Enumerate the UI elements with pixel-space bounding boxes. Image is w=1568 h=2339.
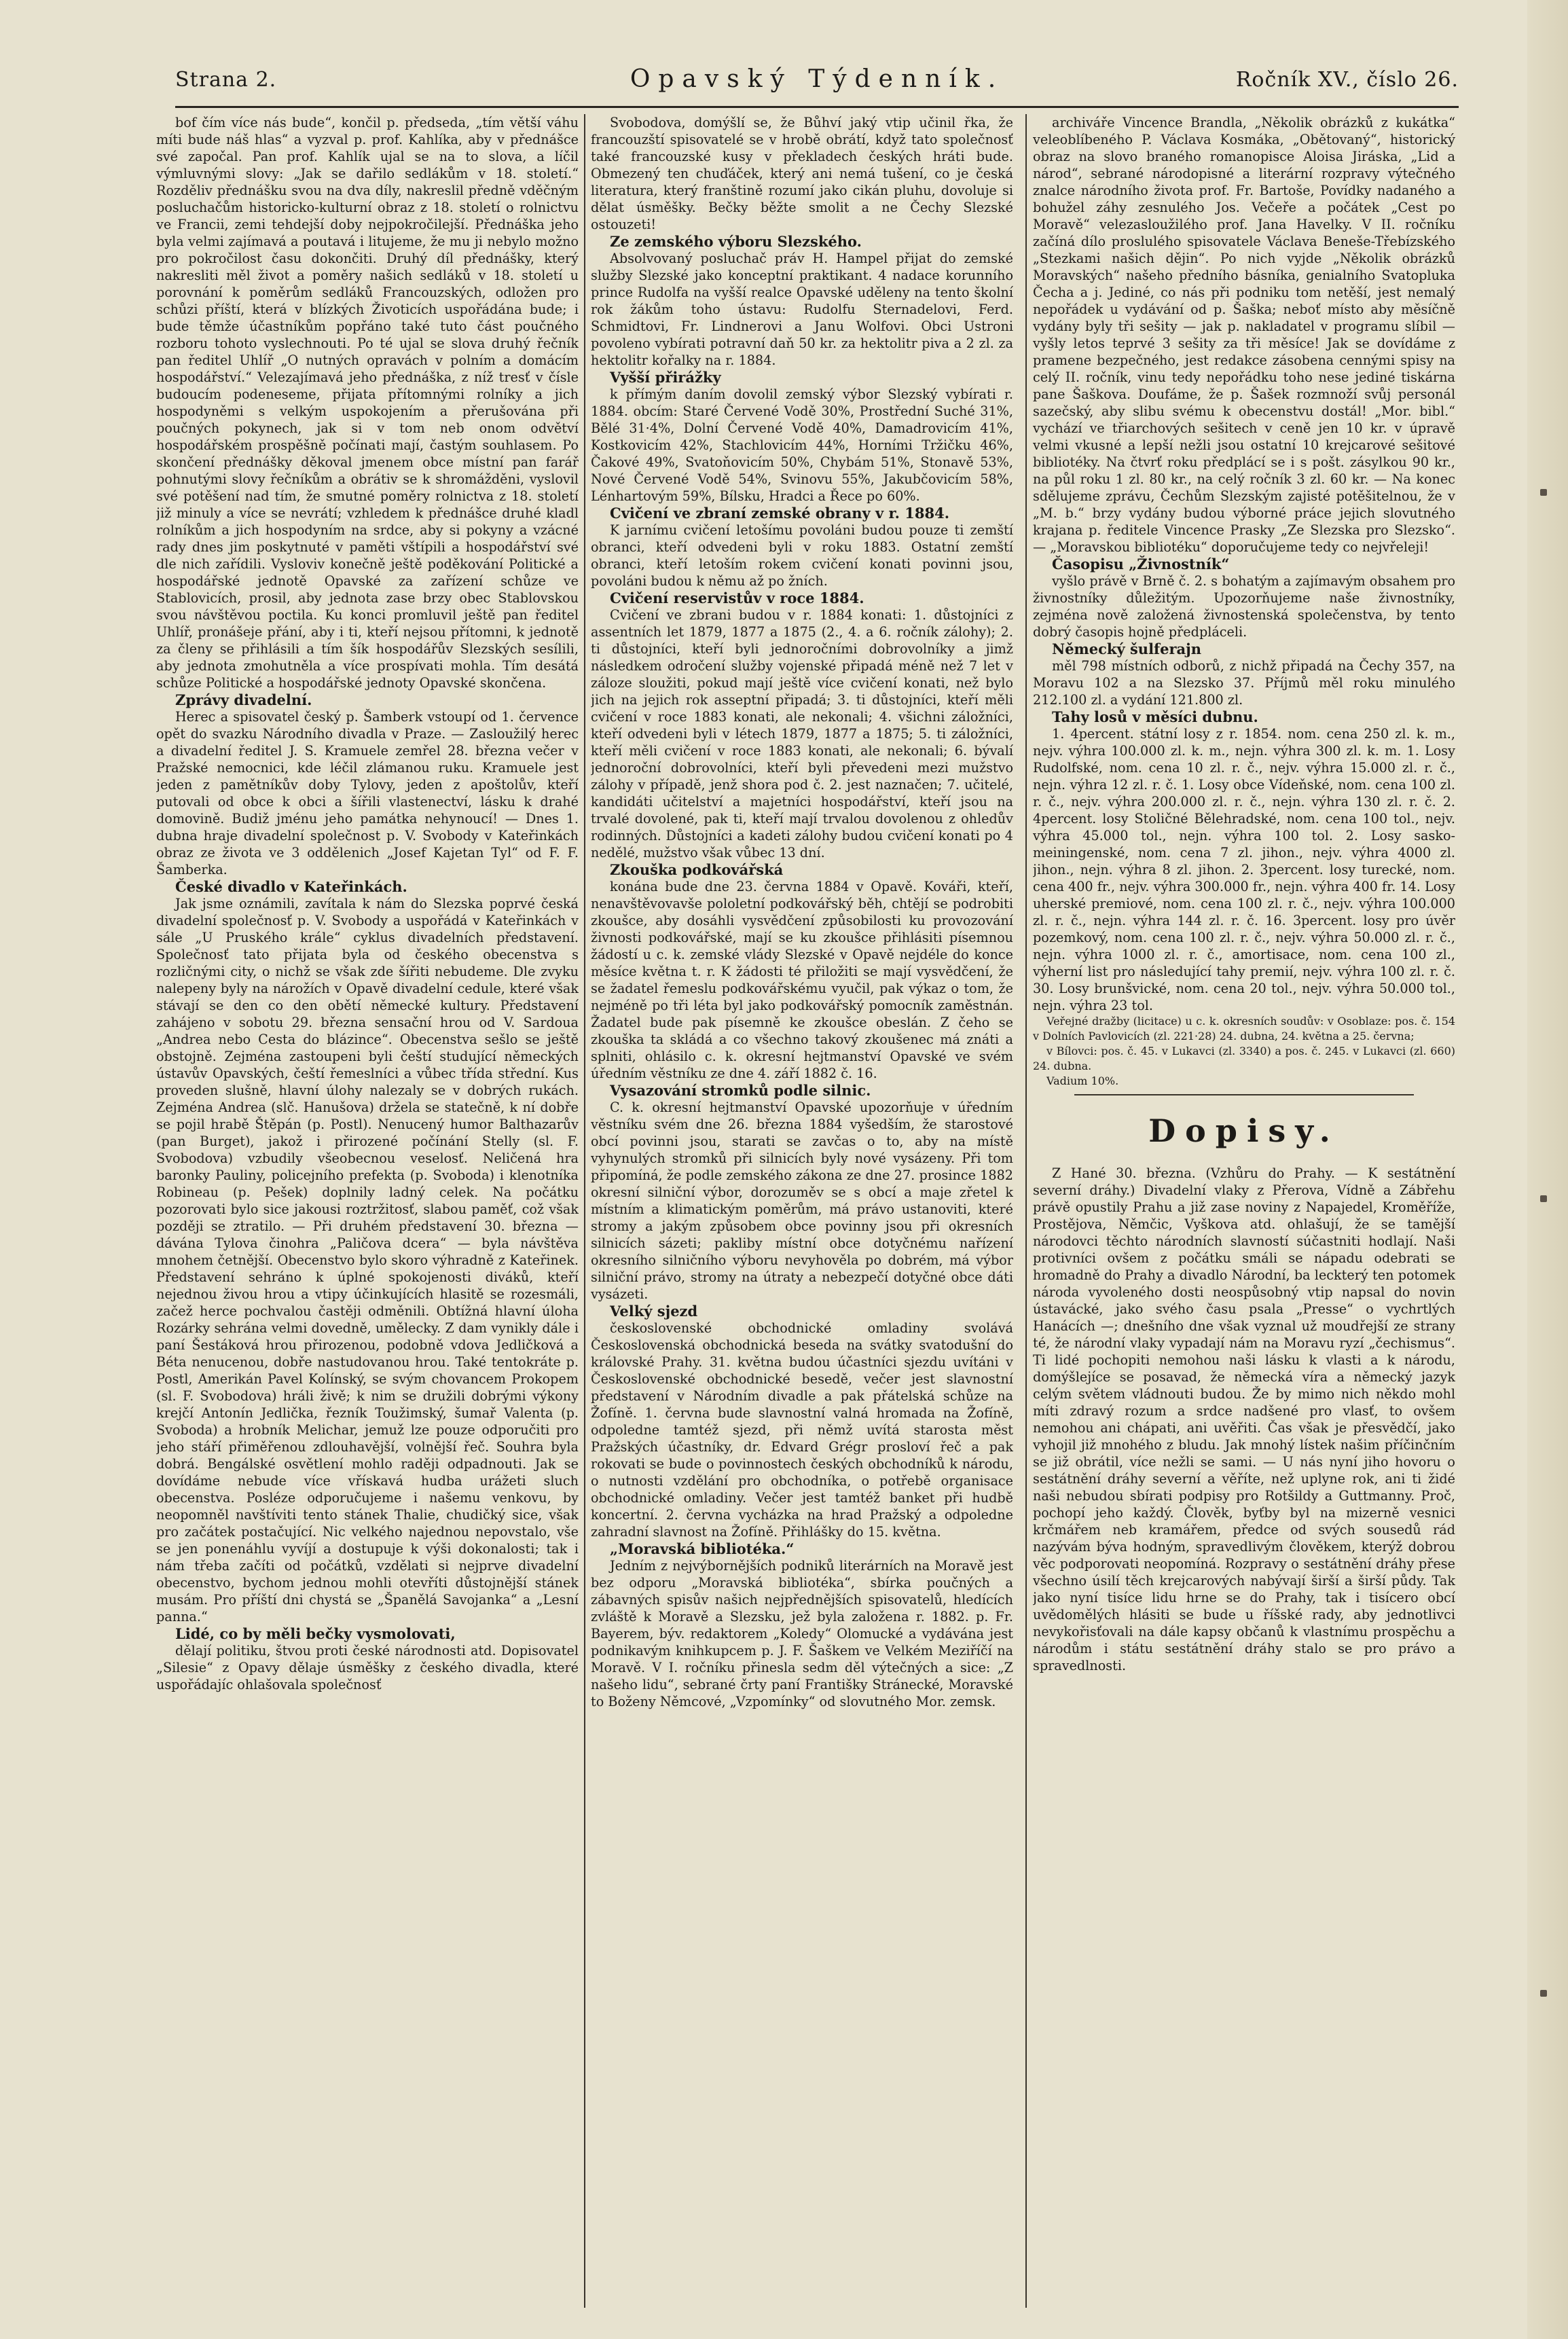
article-heading: České divadlo v Kateřinkách. — [175, 878, 407, 895]
article-heading: Ze zemského výboru Slezského. — [610, 233, 862, 250]
article-heading: Zkouška podkovářská — [610, 861, 784, 878]
article-paragraph: vyšlo právě v Brně č. 2. s bohatým a zajímavým obsahem pro živnostníky důležitým. Upozorňujeme naše živnostníky, zejména nově založená živnostenská společenstva, by tento dobrý časopis hojně předpláceli. — [1033, 573, 1455, 640]
masthead-title: Opavský Týdenník. — [630, 65, 1004, 93]
article-heading: Vysazování stromků podle silnic. — [610, 1082, 871, 1099]
article-paragraph: 1. 4percent. státní losy z r. 1854. nom. cena 250 zl. k. m., nejv. výhra 100.000 zl. k. m., nejn. výhra 300 zl. k. m. 1. Losy Rudolfské, nom. cena 10 zl. r. č., nejv. výhra 15.000 zl. r. č., nejn. výhra 12 zl. r. č. 1. Losy obce Vídeňské, nom. cena 100 zl. r. č., nejv. výhra 200.000 zl. r. č., nejn. výhra 130 zl. r. č. 2. 4percent. losy Stoličné Bělehradské, nom. cena 100 tol., nejv. výhra 45.000 tol., nejn. výhra 100 tol. 2. Losy sasko-meiningenské, nom. cena 7 zl. jihon., nejv. výhra 4000 zl. jihon., nejn. výhra 8 zl. jihon. 2. 3percent. losy turecké, nom. cena 400 fr., nejv. výhra 300.000 fr., nejn. výhra 400 fr. 14. Losy uherské premiové, nom. cena 100 zl. r. č., nejv. výhra 100.000 zl. r. č., nejn. výhra 144 zl. r. č. 16. 3percent. losy pro úvěr pozemkový, nom. cena 100 zl. r. č., nejv. výhra 50.000 zl. r. č., nejn. výhra 1000 zl. r. č., amortisace, nom. cena 100 zl., výherní list pro následující tahy premií, nejv. výhra 100 zl. r. č. 30. Losy brunšvické, nom. cena 20 tol., nejv. výhra 50.000 tol., nejn. výhra 23 tol. — [1033, 726, 1455, 1013]
article-heading: Lidé, co by měli bečky vysmolovati, — [175, 1625, 456, 1642]
article-heading: Zprávy divadelní. — [175, 691, 312, 708]
article-paragraph: C. k. okresní hejtmanství Opavské upozorňuje v úředním věstníku svém dne 26. března 1884 vyšedším, že starostové obcí povinni jsou, starati se zavčas o to, aby na místě vyhynulých stromků při silnicích byly nové vysázeny. Při tom připomíná, že podle zemského zákona ze dne 27. prosince 1882 okresní silniční výbor, dorozuměv se s obcí a maje zřetel k místním a klimatickým poměrům, má právo ustanoviti, které stromy a jakým způsobem obce povinny jsou při okresních silnicích sázeti; pakliby místní obce dotyčnému nařízení okresního silničního výboru nevyhověla po dobrém, má výbor silniční právo, stromy na útraty a nebezpečí dotyčné obce dáti vysázeti. — [591, 1100, 1013, 1302]
article-paragraph: dělají politiku, štvou proti české národnosti atd. Dopisovatel „Silesie“ z Opavy dělaje úsměšky z českého divadla, které uspořádajíc ohlašovala společnosť — [156, 1643, 579, 1692]
article-paragraph: československé obchodnické omladiny svolává Československá obchodnická beseda na svátky svatodušní do královské Prahy. 31. května budou účastníci sjezdu uvítáni v Československé obchodnické besedě, večer jest slavnostní představení v Národním divadle a pak přátelská schůze na Žofíně. 1. června bude slavnostní valná hromada na Žofíně, odpoledne tamtéž sjezd, při němž uvítá starosta měst Pražských účastníky, dr. Edvard Grégr prosloví řeč a pak rokovati se bude o povinnostech českých obchodníků k národu, o nutnosti vzdělání pro obchodníka, o potřebě organisace obchodnické omladiny. Večer jest tamtéž banket při hudbě koncertní. 2. června vycházka na hrad Pražský a odpoledne zahradní slavnost na Žofíně. Přihlášky do 15. května. — [591, 1320, 1013, 1540]
article-paragraph: Jedním z nejvýbornějších podniků literárních na Moravě jest bez odporu „Moravská bibliotéka“, sbírka poučných a zábavných spisův našich nejpřednějších spisovatelů, hledících zvláště k Moravě a Slezsku, jež byla založena r. 1882. p. Fr. Bayerem, býv. redaktorem „Koledy“ Olomucké a vydávána jest podnikavým knihkupcem p. J. F. Šaškem ve Velkém Meziříčí na Moravě. V I. ročníku přinesla sedm děl výtečných a sice: „Z našeho lidu“, sebrané črty paní Františky Stránecké, Moravské to Boženy Němcové, „Vzpomínky“ od slovutného Mor. zemsk. — [591, 1558, 1013, 1709]
column-rule — [1025, 114, 1027, 2308]
binding-mark — [1540, 1990, 1547, 1997]
article-heading: Velký sjezd — [610, 1303, 698, 1320]
article-heading: Cvičení reservistův v roce 1884. — [610, 590, 864, 606]
column-1 — [156, 114, 579, 2321]
column-2 — [591, 114, 1013, 2321]
article-heading: Časopisu „Živnostník“ — [1052, 556, 1230, 573]
article-paragraph: bof čím více nás bude“, končil p. předseda, „tím větší váhu míti bude náš hlas“ a vyzval p. prof. Kahlíka, aby v přednášce své započal. Pan prof. Kahlík ujal se na to slova, a líčil výmluvnými slovy: „Jak se dařilo sedlákům v 18. století.“ Rozděliv přednášku svou na dva díly, nakreslil předně vděčným posluchačům historicko-kulturní obraz z 18. století o rolnictvu ve Francii, zemi tehdejší doby nejpokročilejší. Přednáška jeho byla velmi zajímavá a poutavá i litujeme, že mu ji nebylo možno pro pokročilost času dokončiti. Druhý díl přednášky, který nakresliti měl život a poměry našich sedláků v 18. století u porovnání k poměrům sedláků Francouzských, odložen pro schůzi příští, která v blízkých Životicích uspořádána bude; i bude těmže účastníkům popřáno také tuto část poučného rozboru tohoto vyslechnouti. Po té ujal se slova druhý řečník pan ředitel Uhlíř „O nutných opravách v polním a domácím hospodářství.“ Velezajímavá jeho přednáška, z níž tresť v čísle budoucím podeneseme, přijata přítomnými rolníky a jich hospodyněmi s velkým uspokojením a přerušována při poučných pokynech, jak si v tom neb onom odvětví hospodářském prospěšně počínati mají, častým souhlasem. Po skončení přednášky děkoval jmenem obce místní pan farář pohnutými slovy řečníkům a obrátiv se k shromážděni, vyslovil své potěšení nad tím, že smutné poměry rolnictva z 18. století již minuly a více se nevrátí; vzhledem k přednášce druhé kladl rolníkům a jich hospodyním na srdce, aby si pokyny a vzácné rady dnes jim poskytnuté v paměti vštípili a hospodářství své dle nich zařídili. Vysloviv konečně ještě poděkování Politické a hospodářské jednotě Opavské za zařízení schůze ve Stablovicích, prosil, aby jednota zase brzy obec Stablovskou svou návštěvou poctila. Ku konci promluvil ještě pan ředitel Uhlíř, pronášeje přání, aby i ti, kteří nejsou přítomni, k jednotě za členy se přihlásili a tím šík hospodářův Slezských sesílili, aby jednota zmohutněla a více prospívati mohla. Tím desátá schůze Politické a hospodářské jednoty Opavské skončena. — [156, 115, 579, 691]
scan-edge — [1527, 0, 1568, 2339]
article-paragraph: Z Hané 30. března. (Vzhůru do Prahy. — K sestátnění severní dráhy.) Divadelní vlaky z Přerova, Vídně a Zábřehu právě opustily Prahu a již zase noviny z Napajedel, Kroměříže, Prostějova, Němčic, Vyškova atd. ohlašují, že se tamější národovci těchto národních slavností súčastniti hodlají. Naši protivníci ovšem z počátku smáli se nápadu odebrati se hromadně do Prahy a divadlo Národní, ba leckterý ten potomek národa vyvoleného dosti neospůsobný vtip napsal do novin ústavácké, jako svého času psala „Presse“ o vychrtlých Hanácích —; dnešního dne však vyznal už moudřejší ze strany té, že národní vlaky vypadají nám na Moravu ryzí „čechismus“. Ti lidé pochopiti nemohou naši lásku k vlasti a k národu, domýšlejíce se posavad, že německá víra a německý jazyk celým světem vládnouti budou. Že by mimo nich někdo mohl míti zdravý rozum a srdce nadšené pro vlasť, to ovšem nemohou ani chápati, ani uvěřiti. Čas však je přesvědčí, jako vyhojil již mnohého z bludu. Jak mnohý lístek našim příčinčním se již obrátil, více nežli se sami. — U nás nyní jiho hovoru o sestátnění dráhy severní a věříte, než uplyne rok, ani ti židé naši nebudou sbírati podpisy pro Rotšildy a Guttmanny. Proč, pochopí jeho každý. Člověk, byťby byl na mizerně vesnici krčmářem neb kramářem, předce od svých sousedů rád nazývám býva hodným, spravedlivým člověkem, kterýž dobrou věc podporovati neopomíná. Rozpravy o sestátnění dráhy přese všechno úsilí těch krejcarových nabývají širší a širší půdy. Tak jako nyní tisíce lidu hrne se do Prahy, tak i tisícero obcí uvědomělých hlásiti se bude u říšské rady, aby jednotlivci nevykořisťovali na dále kapsy občanů k vlastnímu prospěchu a národům i státu sestátnění dráhy stalo se pro právo a spravedlnosti. — [1033, 1165, 1455, 1673]
article-heading: Vyšší přirážky — [610, 369, 721, 386]
page-header — [175, 65, 1459, 108]
issue-info: Ročník XV., číslo 26. — [1235, 68, 1459, 92]
notice-paragraph: v Bílovci: pos. č. 45. v Lukavci (zl. 3340) a pos. č. 245. v Lukavci (zl. 660) 24. dubna. — [1033, 1045, 1455, 1072]
article-heading: Tahy losů v měsíci dubnu. — [1052, 708, 1258, 725]
binding-mark — [1540, 489, 1547, 496]
section-divider — [1074, 1094, 1414, 1095]
article-heading: „Moravská bibliotéka.“ — [610, 1540, 795, 1557]
article-paragraph: Absolvovaný posluchač práv H. Hampel přijat do zemské služby Slezské jako konceptní praktikant. 4 nadace korunního prince Rudolfa na vyšší realce Opavské uděleny na tento školní rok žákům toho ústavu: Rudolfu Sternadelovi, Ferd. Schmidtovi, Fr. Lindnerovi a Janu Wolfovi. Obci Ustroni povoleno vybírati potravní daň 50 kr. za hektolitr piva a 2 zl. za hektolitr kořalky na r. 1884. — [591, 251, 1013, 368]
column-rule — [584, 114, 585, 2308]
notice-paragraph: Vadium 10%. — [1046, 1074, 1119, 1087]
article-paragraph: měl 798 místních odborů, z nichž připadá na Čechy 357, na Moravu 102 a na Slezsko 37. Příjmů měl roku minulého 212.100 zl. a vydání 121.800 zl. — [1033, 658, 1455, 708]
article-paragraph: k přímým daním dovolil zemský výbor Slezský vybírati r. 1884. obcím: Staré Červené Vodě 30%, Prostřední Suché 31%, Bělé 31·4%, Dolní Červené Vodě 40%, Damadrovicím 41%, Kostkovicím 42%, Stachlovicím 44%, Horními Tržičku 46%, Čakové 49%, Svatoňovicím 50%, Chybám 51%, Stonavě 53%, Nové Červené Vodě 54%, Svinovu 55%, Jakubčovicím 58%, Lénhartovým 59%, Bílsku, Hradci a Řece po 60%. — [591, 386, 1013, 504]
article-paragraph: Svobodova, domýšlí se, že Bůhví jaký vtip učinil řka, že francouzští spisovatelé se v hrobě obrátí, když tato společnosť také francouzské kusy v překladech českých hráti bude. Obmezený ten chuďáček, který ani nemá tušení, co je česká literatura, který franštině rozumí jako cikán pluhu, dovoluje si dělat úsměšky. Bečky běžte smolit a ne Čechy Slezské ostouzeti! — [591, 115, 1013, 232]
auction-notices — [1033, 1014, 1455, 1089]
article-paragraph: K jarnímu cvičení letošímu povoláni budou pouze ti zemští obranci, kteří odvedeni byli v roku 1883. Ostatní zemští obranci, kteří letoším rokem cvičení konati povinni jsou, povoláni budou k němu až po žních. — [591, 522, 1013, 589]
article-paragraph: Jak jsme oznámili, zavítala k nám do Slezska poprvé česká divadelní společnosť p. V. Svobody a uspořádá v Kateřinkách v sále „U Pruského krále“ cyklus divadelních představení. Společnosť tato přijata byla od českého obecenstva s rozličnými city, o nichž se však zde šířiti nebudeme. Dle zvyku nalepeny byly na nárožích v Opavě divadelní cedule, které však stávají se den co den obětí německé kultury. Představení zahájeno v sobotu 29. března sensační hrou od V. Sardoua „Andrea nebo Cesta do blázince“. Obecenstva sešlo se ještě obstojně. Zejména zastoupeni byli čeští studující německých ústavův Opavských, čeští řemeslníci a vůbec třída střední. Kus proveden slušně, hlavní úlohy nalezaly se v dobrých rukách. Zejména Andrea (slč. Hanušova) držela se statečně, k ní dobře se pojil hrabě Štěpán (p. Postl). Nenucený humor Balthazarův (pan Burget), jakož i přirozené počínání Stelly (sl. F. Svobodova) vzbudily všeobecnou veselosť. Neličená hra baronky Pauliny, policejního prefekta (p. Svoboda) i klenotníka Robineau (p. Pešek) doplnily ladný celek. Na počátku pozorovati bylo sice jakousi roztržitosť, slabou paměť, což však později se ztratilo. — Při druhém představení 30. března — dávána Tylova činohra „Paličova dcera“ — byla návštěva mnohem četnější. Obecenstvo bylo skoro výhradně z Kateřinek. Představení sehráno k úplné spokojenosti diváků, kteří nejednou živou hrou a vtipy účinkujících hlasitě se rozesmáli, začež herce pochvalou častěji odměnili. Obtížná hlavní úloha Rozárky sehrána velmi dovedně, umělecky. Z dam vynikly dále i paní Šestáková hrou přirozenou, podobně vdova Jedličková a Béta nenucenou, dobře nastudovanou hrou. Také tentokráte p. Postl, Amerikán Pavel Kolínský, se svým chovancem Prokopem (sl. F. Svobodova) hráli živě; k nim se družili dobrými výkony krejčí Antonín Jedlička, řezník Toužimský, šumař Valenta (p. Svoboda) a hrobník Melichar, jemuž lze pouze odporučiti pro jeho stáří přiměřenou zdlouhavější, volnější řeč. Souhra byla dobrá. Bengálské osvětlení mohlo raději odpadnouti. Jak se dovídáme nebude více vřískavá hudba urážeti sluch obecenstva. Posléze odporučujeme i našemu venkovu, by neopomněl navštíviti tento stánek Thalie, chudičký sice, však pro začátek postačující. Nic velkého najednou nepovstalo, vše se jen ponenáhlu vyvíjí a dostupuje k výši dokonalosti; tak i nám třeba začíti od počátků, vzdělati si nejprve divadelní obecenstvo, bychom jednou mohli otevříti důstojnější stánek musám. Pro příští dni chystá se „Španělá Savojanka“ a „Lesní panna.“ — [156, 896, 579, 1625]
article-heading: Německý šulferajn — [1052, 640, 1201, 657]
section-title-dopisy: Dopisy. — [1148, 1112, 1340, 1149]
column-3 — [1033, 114, 1455, 2321]
article-paragraph: Herec a spisovatel český p. Šamberk vstoupí od 1. července opět do svazku Národního divadla v Praze. — Zasloužilý herec a divadelní ředitel J. S. Kramuele zemřel 28. března večer v Pražské nemocnici, kde léčil zlámanou ruku. Kramuele jest jeden z pamětníkův doby Tylovy, jeden z apoštolův, kteří putovali od obce k obci a šířili vlastenectví, lásku k drahé domovině. Budiž jménu jeho památka nehynoucí! — Dnes 1. dubna hraje divadelní společnost p. V. Svobody v Kateřinkách obraz ze života ve 3 oddělenich „Josef Kajetan Tyl“ od F. F. Šamberka. — [156, 709, 579, 877]
notice-paragraph: Veřejné dražby (licitace) u c. k. okresních soudův: v Osoblaze: pos. č. 154 v Dolních Pavlovicích (zl. 221·28) 24. dubna, 24. května a 25. června; — [1033, 1015, 1455, 1042]
binding-mark — [1540, 1195, 1547, 1202]
article-paragraph: archiváře Vincence Brandla, „Několik obrázků z kukátka“ veleoblíbeného P. Václava Kosmáka, „Obětovaný“, historický obraz na slovo braného romanopisce Aloisa Jiráska, „Lid a národ“, sebrané národopisné a literární rozpravy výtečného znalce národního života prof. Fr. Bartoše, Povídky nadaného a bohužel záhy zesnulého Jos. Večeře a počátek „Cest po Moravě“ velezasloužilého prof. Jana Havelky. V II. ročníku začíná dílo proslulého spisovatele Václava Beneše-Třebízského „Stezkami našich dějin“. Po nich vyjde „Několik obrázků Moravských“ našeho předního básníka, genialního Svatopluka Čecha a j. Jediné, co nás při podniku tom netěší, jest nemalý nepořádek u vydávání od p. Šaška; neboť místo aby měsíčně vydány byly tři sešity — jak p. nakladatel v programu slíbil — vyšly letos teprvé 3 sešity za tři měsíce! Jak se dovídáme z pramene bezpečného, jest redakce zásobena cennými spisy na celý II. ročník, vinu tedy nepořádku toho nese jediné tiskárna pane Šaškova. Doufáme, že p. Šašek rozmnoží svůj personál sazečský, aby slibu svému k obecenstvu dostál! „Mor. bibl.“ vychází ve třiarchových sešitech v ceně jen 10 kr. v úpravě velmi vkusné a lepší nežli jsou ostatní 10 krejcarové sešitové bibliotéky. Na čtvrť roku předplácí se i s pošt. zásylkou 90 kr., na půl roku 1 zl. 80 kr., na celý ročník 3 zl. 60 kr. — Na konec sdělujeme zprávu, Čechům Slezským zajisté potěšitelnou, že v „M. b.“ brzy vydány budou výborné práce jejich slovutného krajana p. ředitele Vincence Prasky „Ze Slezska pro Slezsko“. — „Moravskou bibliotéku“ doporučujeme tedy co nejvřeleji! — [1033, 115, 1455, 555]
page-number: Strana 2. — [175, 68, 277, 92]
article-heading: Cvičení ve zbraní zemské obrany v r. 1884. — [610, 505, 950, 522]
article-paragraph: konána bude dne 23. června 1884 v Opavě. Kováři, kteří, nenavštěvovavše pololetní podkovářský běh, chtějí se podrobiti zkoušce, aby dosáhli vysvědčení způsobilosti ku provozování živnosti podkovářské, mají se ku zkoušce přihlásiti písemnou žádostí u c. k. zemské vlády Slezské v Opavě nejdéle do konce měsíce května t. r. K žádosti té přiložiti se mají vysvědčení, že se žadatel řemeslu podkovářskému vyučil, pak výkaz o tom, že nejméně po tři léta byl jako podkovářský pomocník zaměstnán. Žadatel bude pak písemně ke zkoušce obeslán. Z čeho se zkouška ta skládá a co všechno takový zkoušenec má znáti a splniti, ohlásilo c. k. okresní hejtmanství Opavské ve svém úředním věstníku ze dne 4. září 1882 č. 16. — [591, 879, 1013, 1081]
article-paragraph: Cvičení ve zbrani budou v r. 1884 konati: 1. důstojníci z assentních let 1879, 1877 a 1875 (2., 4. a 6. ročník zálohy); 2. ti důstojníci, kteří byli jednoročními dobrovolníky a jimž následkem odročení služby vojenské připadá méně než 7 let v záloze sloužiti, pokud mají ještě více cvičení konati, než bylo jich na jejich rok asseptní připadá; 3. ti důstojníci, kteří měli cvičení v roce 1883 konati, ale nekonali; 4. všichni záložníci, kteří odvedeni byli v létech 1879, 1877 a 1875; 5. ti záložníci, kteří měli cvičení v roce 1883 konati, ale nekonali; 6. bývalí jednoroční dobrovolníci, kteří byli převedeni mezi mužstvo zálohy v případě, jenž shora pod č. 2. jest naznačen; 7. učitelé, kandidáti učitelství a majetníci hospodářství, kteří jsou na trvalé dovolené, pak ti, kteří mají trvalou dovolenou z ohledův rodinných. Důstojníci a kadeti zálohy budou cvičení konati po 4 nedělé, mužstvo však vůbec 13 dní. — [591, 607, 1013, 860]
